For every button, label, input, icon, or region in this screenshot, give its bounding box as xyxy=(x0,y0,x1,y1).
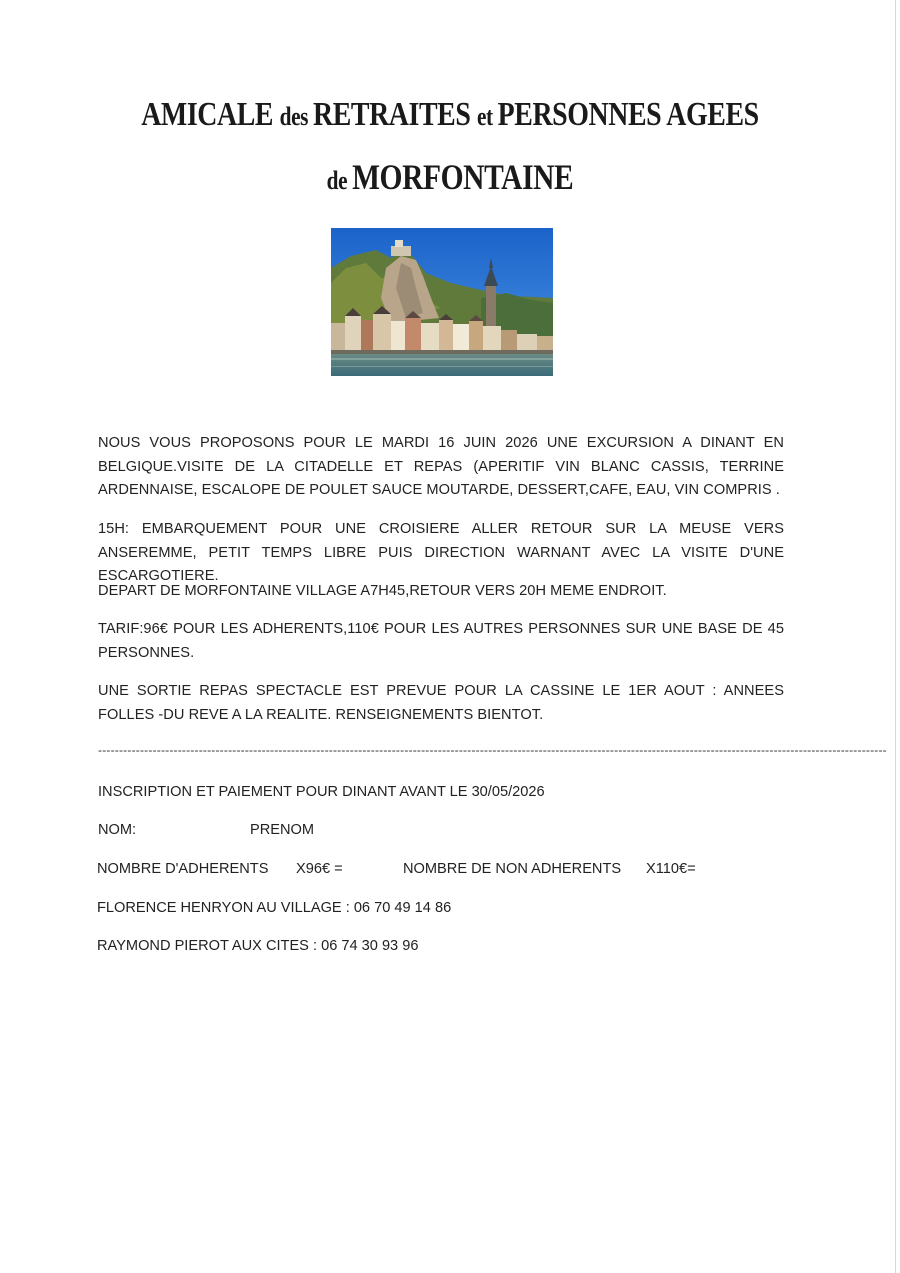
paragraph-sortie-spectacle: UNE SORTIE REPAS SPECTACLE EST PREVUE POUR LA CASSINE LE 1ER AOUT : ANNEES FOLLES -DU REVE A LA REALITE. RENSEIGNEMENTS BIENTOT. xyxy=(98,683,784,723)
cut-line-separator: -------------------------------------------------------------------------------------------------------------------------------------------------------------------------------------------- xyxy=(98,743,887,757)
scan-edge xyxy=(895,0,896,1273)
dinant-photo xyxy=(331,228,553,376)
paragraph-tarif: TARIF:96€ POUR LES ADHERENTS,110€ POUR LES AUTRES PERSONNES SUR UNE BASE DE 45 PERSONNES. xyxy=(98,621,784,661)
adherents-price: X96€ = xyxy=(296,861,343,877)
paragraph-croisiere: 15H: EMBARQUEMENT POUR UNE CROISIERE ALLER RETOUR SUR LA MEUSE VERS ANSEREMME, PETIT TEMPS LIBRE PUIS DIRECTION WARNANT AVEC LA VISITE D'UNE ESCARGOTIERE. xyxy=(98,521,784,584)
page-title-line-1 xyxy=(81,96,819,134)
title-personnes-agees: PERSONNES AGEES xyxy=(497,96,759,133)
paragraph-depart: DEPART DE MORFONTAINE VILLAGE A7H45,RETOUR VERS 20H MEME ENDROIT. xyxy=(98,583,667,599)
contact-raymond: RAYMOND PIEROT AUX CITES : 06 74 30 93 96 xyxy=(97,938,419,954)
title-des: des xyxy=(279,102,313,131)
title-amicale: AMICALE xyxy=(141,96,280,133)
contact-florence: FLORENCE HENRYON AU VILLAGE : 06 70 49 14 86 xyxy=(97,900,452,916)
non-adherents-label: NOMBRE DE NON ADHERENTS xyxy=(403,861,622,877)
title-et: et xyxy=(476,102,498,131)
non-adherents-price: X110€= xyxy=(646,861,696,877)
prenom-label: PRENOM xyxy=(250,822,315,838)
adherents-label: NOMBRE D'ADHERENTS xyxy=(97,861,269,877)
form-title: INSCRIPTION ET PAIEMENT POUR DINANT AVANT LE 30/05/2026 xyxy=(98,784,545,800)
page-title-line-2 xyxy=(81,156,819,198)
title-retraites: RETRAITES xyxy=(312,96,477,133)
title-de: de xyxy=(326,166,353,195)
paragraph-excursion: NOUS VOUS PROPOSONS POUR LE MARDI 16 JUIN 2026 UNE EXCURSION A DINANT EN BELGIQUE.VISITE DE LA CITADELLE ET REPAS (APERITIF VIN BLANC CASSIS, TERRINE ARDENNAISE, ESCALOPE DE POULET SAUCE MOUTARDE, DESSERT,CAFE, EAU, VIN COMPRIS . xyxy=(98,435,784,498)
title-morfontaine: MORFONTAINE xyxy=(352,157,574,197)
nom-label: NOM: xyxy=(98,822,137,838)
